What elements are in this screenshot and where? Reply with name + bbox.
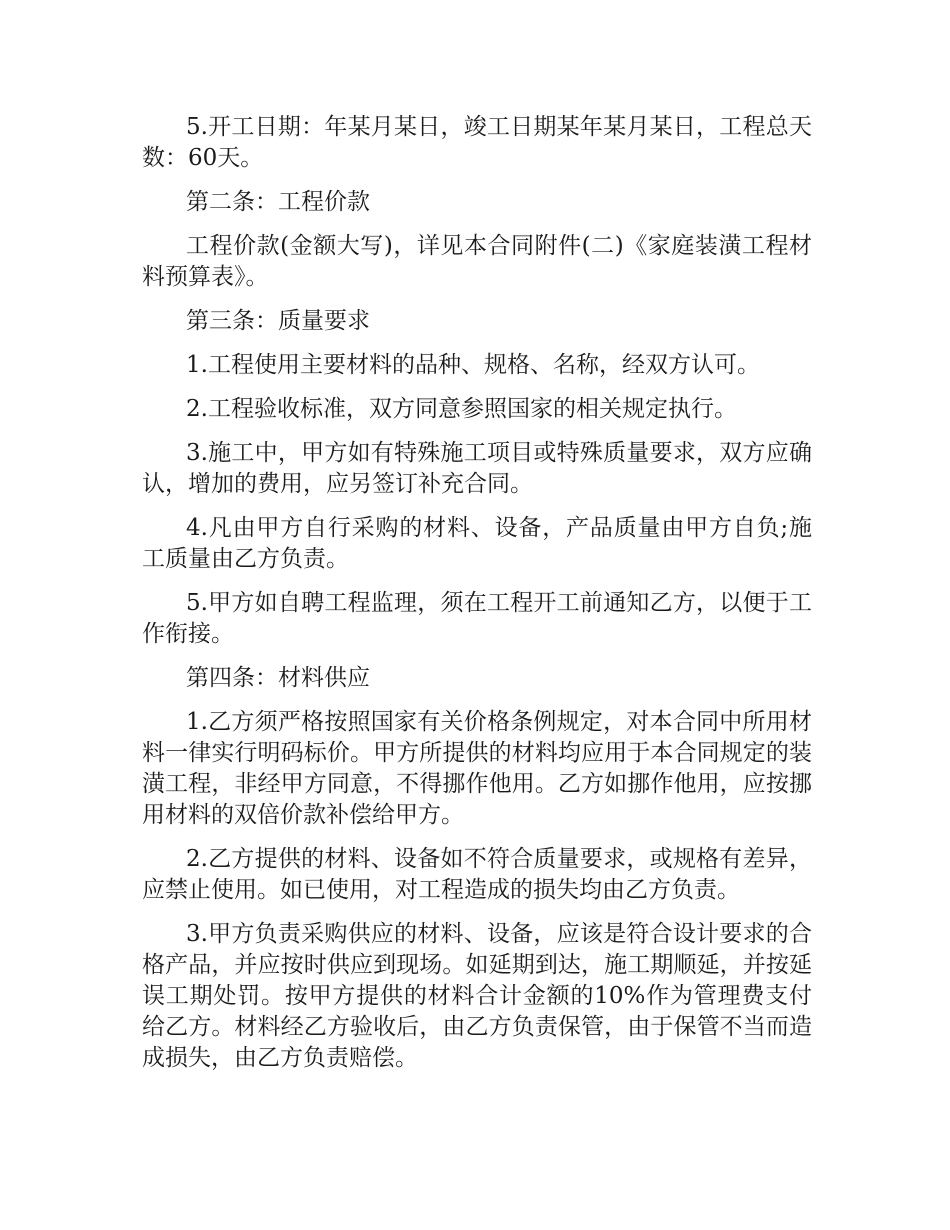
clause-project-price: 工程价款(金额大写)，详见本合同附件(二)《家庭装潢工程材料预算表》。 [142,233,812,290]
clause-material-2: 2.乙方提供的材料、设备如不符合质量要求，或规格有差异，应禁止使用。如已使用，对工程造成的损失均由乙方负责。 [142,846,812,903]
article-4-heading: 第四条：材料供应 [186,665,370,691]
clause-material-1: 1.乙方须严格按照国家有关价格条例规定，对本合同中所用材料一律实行明码标价。甲方所提供的材料均应用于本合同规定的装潢工程，非经甲方同意，不得挪作他用。乙方如挪作他用，应按挪用材料的双倍价款补偿给甲方。 [142,709,812,828]
clause-quality-1: 1.工程使用主要材料的品种、规格、名称，经双方认可。 [186,352,760,378]
clause-quality-5: 5.甲方如自聘工程监理，须在工程开工前通知乙方，以便于工作衔接。 [142,590,812,647]
document-page [142,112,812,1087]
clause-start-date: 5.开工日期：年某月某日，竣工日期某年某月某日，工程总天数：60天。 [142,114,812,171]
article-3-heading: 第三条：质量要求 [186,308,370,334]
clause-quality-4: 4.凡由甲方自行采购的材料、设备，产品质量由甲方自负;施工质量由乙方负责。 [142,515,812,572]
clause-quality-3: 3.施工中，甲方如有特殊施工项目或特殊质量要求，双方应确认，增加的费用，应另签订补充合同。 [142,440,812,497]
article-2-heading: 第二条：工程价款 [186,189,370,215]
clause-quality-2: 2.工程验收标准，双方同意参照国家的相关规定执行。 [186,396,737,422]
clause-material-3: 3.甲方负责采购供应的材料、设备，应该是符合设计要求的合格产品，并应按时供应到现场。如延期到达，施工期顺延，并按延误工期处罚。按甲方提供的材料合计金额的10%作为管理费支付给乙方。材料经乙方验收后，由乙方负责保管，由于保管不当而造成损失，由乙方负责赔偿。 [142,921,812,1071]
